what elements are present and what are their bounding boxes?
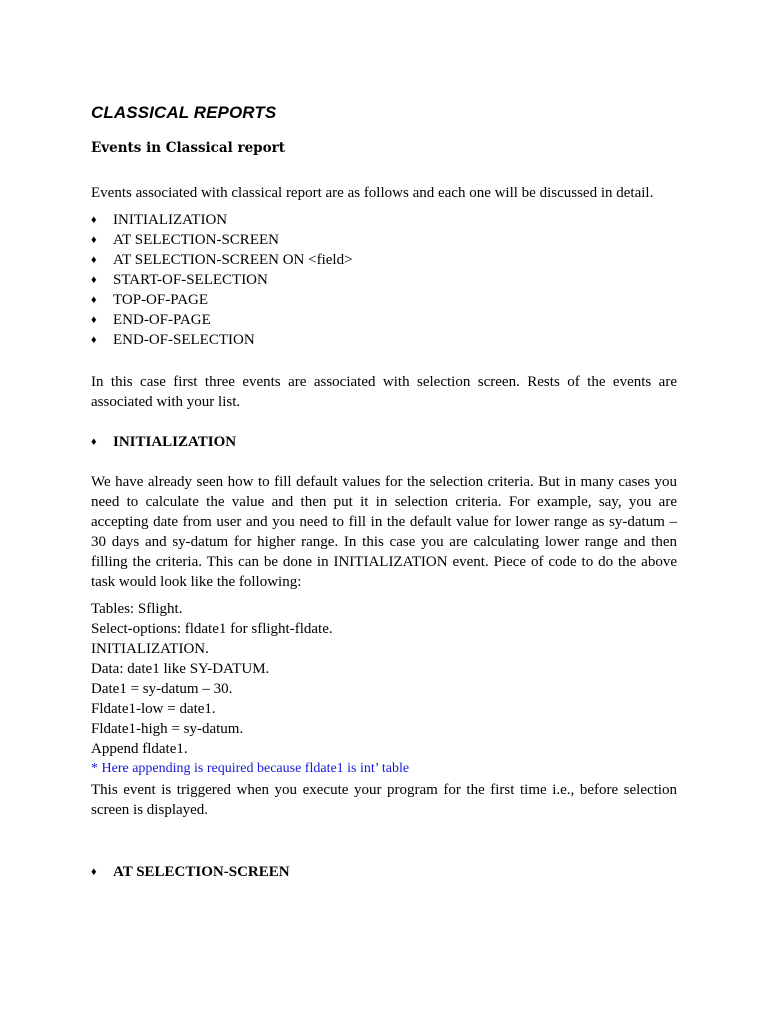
- page-title: CLASSICAL REPORTS: [91, 103, 277, 122]
- heading-label: INITIALIZATION: [113, 434, 237, 450]
- code-block: [91, 599, 409, 779]
- diamond-bullet-icon: ♦: [91, 294, 97, 306]
- code-line: Fldate1-low = date1.: [91, 701, 216, 717]
- diamond-bullet-icon: ♦: [91, 234, 97, 246]
- code-line: Date1 = sy-datum – 30.: [91, 681, 233, 697]
- code-line: Select-options: fldate1 for sflight-fldate.: [91, 621, 333, 637]
- event-name: TOP-OF-PAGE: [113, 292, 209, 308]
- event-name: AT SELECTION-SCREEN: [113, 232, 279, 248]
- code-line: INITIALIZATION.: [91, 641, 209, 657]
- code-line: Tables: Sflight.: [91, 601, 183, 617]
- event-name: END-OF-SELECTION: [113, 332, 255, 348]
- code-comment: * Here appending is required because fldate1 is int’ table: [91, 761, 410, 776]
- list-item: [91, 290, 353, 310]
- diamond-bullet-icon: ♦: [91, 334, 97, 346]
- event-name: START-OF-SELECTION: [113, 272, 268, 288]
- diamond-bullet-icon: ♦: [91, 214, 97, 226]
- diamond-bullet-icon: ♦: [91, 274, 97, 286]
- event-name: AT SELECTION-SCREEN ON <field>: [113, 252, 353, 268]
- list-item: [91, 230, 353, 250]
- list-item: [91, 210, 353, 230]
- code-line: Fldate1-high = sy-datum.: [91, 721, 244, 737]
- intro-paragraph: Events associated with classical report are as follows and each one will be discussed in detail.: [91, 185, 654, 201]
- initialization-paragraph: We have already seen how to fill default values for the selection criteria. But in many cases you need to calculate the value and then put it in selection criteria. For example, say, you are accepting date from user and you need to fill in the default value for lower range as sy-datum – 30 days and sy-datum for higher range. In this case you are calculating lower range and then filling the criteria. This can be done in INITIALIZATION event. Piece of code to do the above task would look like the following:: [91, 474, 677, 590]
- initialization-heading: [91, 432, 236, 452]
- code-line: Data: date1 like SY-DATUM.: [91, 661, 270, 677]
- code-line: Append fldate1.: [91, 741, 188, 757]
- trigger-note-paragraph: This event is triggered when you execute your program for the first time i.e., before selection screen is displayed.: [91, 782, 677, 818]
- list-item: [91, 270, 353, 290]
- diamond-bullet-icon: ♦: [91, 866, 97, 878]
- selection-note-paragraph: In this case first three events are associated with selection screen. Rests of the events are associated with your list.: [91, 374, 677, 410]
- list-item: [91, 250, 353, 270]
- section-subtitle: Events in Classical report: [91, 140, 285, 156]
- diamond-bullet-icon: ♦: [91, 254, 97, 266]
- diamond-bullet-icon: ♦: [91, 314, 97, 326]
- event-name: END-OF-PAGE: [113, 312, 211, 328]
- events-list: [91, 210, 353, 350]
- at-selection-screen-heading: [91, 862, 290, 882]
- heading-label: AT SELECTION-SCREEN: [113, 864, 290, 880]
- list-item: [91, 310, 353, 330]
- diamond-bullet-icon: ♦: [91, 436, 97, 448]
- event-name: INITIALIZATION: [113, 212, 228, 228]
- list-item: [91, 330, 353, 350]
